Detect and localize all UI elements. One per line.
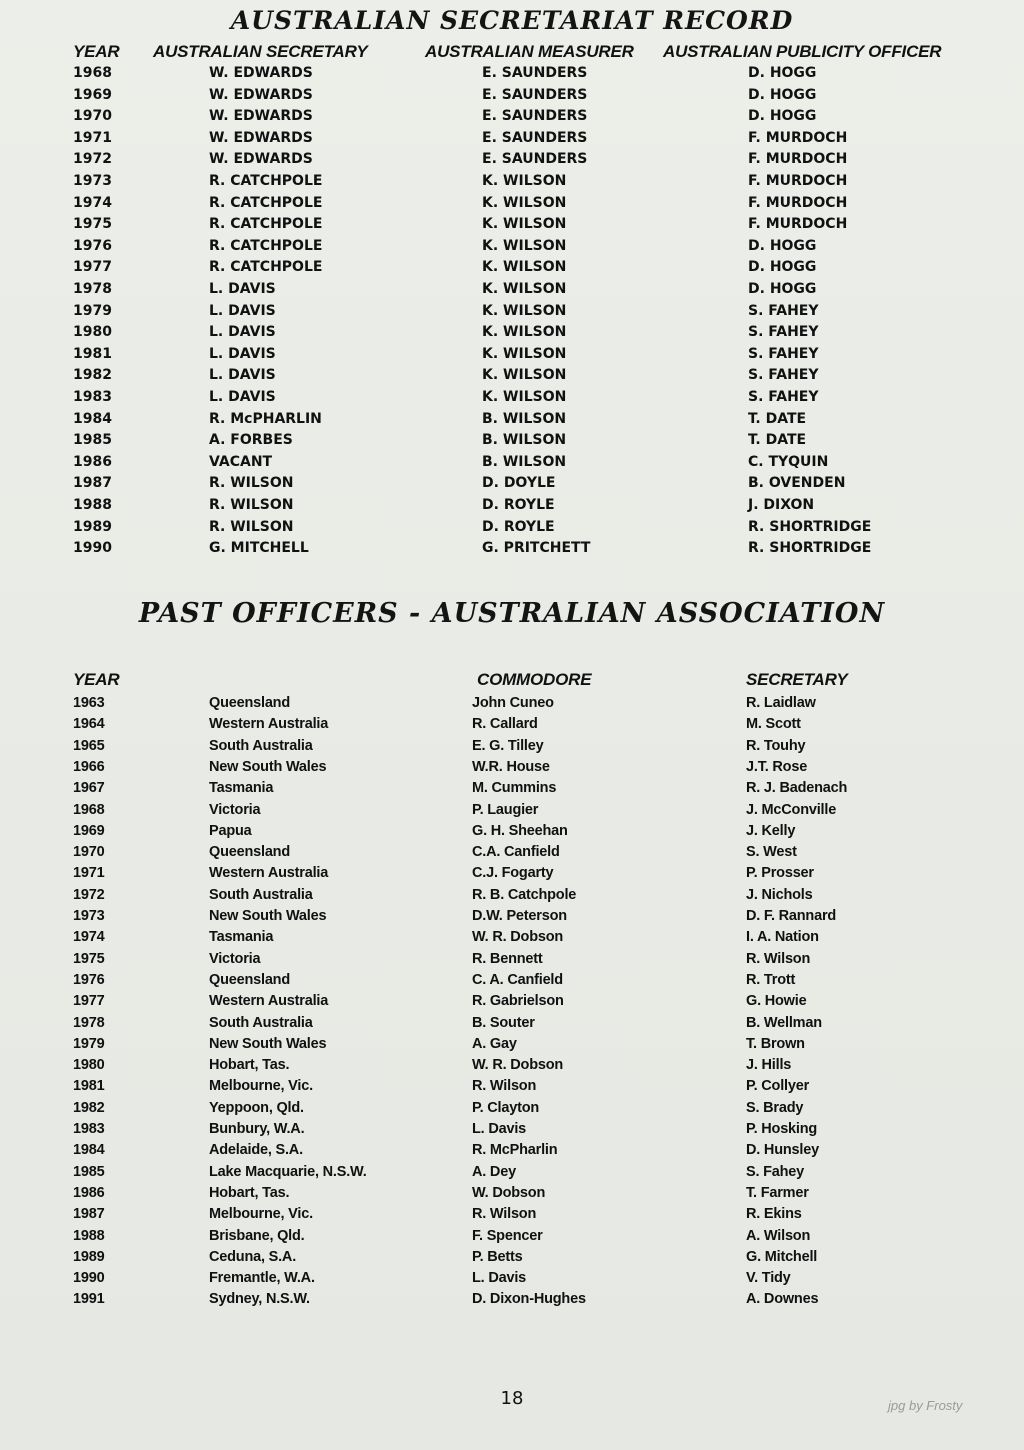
secretary-cell: W. EDWARDS (209, 129, 313, 146)
year-cell: 1977 (73, 259, 112, 276)
location-cell: South Australia (209, 1014, 313, 1031)
year-cell: 1980 (73, 1057, 105, 1074)
year-cell: 1983 (73, 1121, 105, 1137)
location-cell: Melbourne, Vic. (209, 1078, 313, 1095)
secretary-cell: L. DAVIS (209, 389, 276, 405)
secretary-cell: A. Downes (746, 1291, 819, 1308)
year-cell: 1968 (73, 801, 105, 818)
location-cell: New South Wales (209, 908, 327, 924)
commodore-cell: R. Bennett (472, 950, 543, 967)
secretary-cell: B. Wellman (746, 1014, 822, 1031)
measurer-cell: K. WILSON (482, 259, 567, 276)
secretary-cell: L. DAVIS (209, 302, 276, 319)
commodore-cell: A. Gay (472, 1035, 517, 1052)
secretary-cell: VACANT (209, 453, 273, 470)
measurer-cell: K. WILSON (482, 345, 567, 362)
measurer-cell: E. SAUNDERS (482, 151, 588, 168)
year-cell: 1963 (73, 695, 105, 711)
measurer-cell: K. WILSON (482, 173, 567, 189)
year-cell: 1982 (73, 1099, 105, 1116)
past-officers-row (0, 1162, 1024, 1183)
past-officers-header-commodore: COMMODORE (477, 670, 592, 689)
publicity-officer-cell: D. HOGG (748, 237, 817, 254)
secretary-cell: S. Brady (746, 1099, 804, 1116)
location-cell: Sydney, N.S.W. (209, 1291, 310, 1308)
commodore-cell: R. McPharlin (472, 1142, 558, 1159)
past-officers-row (0, 821, 1024, 842)
past-officers-row (0, 1119, 1024, 1140)
secretariat-row (0, 85, 1024, 106)
secretary-cell: R. Ekins (746, 1206, 802, 1223)
secretariat-row (0, 387, 1024, 408)
secretary-cell: J.T. Rose (746, 758, 808, 775)
year-cell: 1989 (73, 518, 112, 535)
location-cell: Western Australia (209, 993, 329, 1010)
year-cell: 1964 (73, 716, 105, 733)
publicity-officer-cell: F. MURDOCH (748, 151, 848, 168)
secretariat-row (0, 473, 1024, 494)
year-cell: 1970 (73, 108, 112, 125)
commodore-cell: B. Souter (472, 1014, 535, 1031)
secretary-cell: G. Howie (746, 993, 807, 1010)
commodore-cell: W.R. House (472, 758, 550, 775)
past-officers-row (0, 1289, 1024, 1310)
commodore-cell: G. H. Sheehan (472, 822, 568, 839)
past-officers-row (0, 1055, 1024, 1076)
year-cell: 1976 (73, 971, 105, 988)
secretary-cell: J. Hills (746, 1057, 792, 1074)
commodore-cell: R. Gabrielson (472, 993, 564, 1010)
past-officers-row (0, 778, 1024, 799)
measurer-cell: D. ROYLE (482, 518, 555, 535)
location-cell: Adelaide, S.A. (209, 1142, 303, 1159)
secretary-cell: I. A. Nation (746, 929, 819, 946)
measurer-cell: K. WILSON (482, 216, 567, 233)
secretary-cell: J. Kelly (746, 822, 796, 839)
secretary-cell: W. EDWARDS (209, 108, 313, 125)
secretary-cell: R. CATCHPOLE (209, 173, 323, 189)
secretary-cell: R. CATCHPOLE (209, 216, 323, 233)
year-cell: 1985 (73, 432, 112, 449)
secretary-cell: S. Fahey (746, 1163, 805, 1180)
year-cell: 1990 (73, 540, 112, 557)
year-cell: 1973 (73, 173, 112, 189)
year-cell: 1987 (73, 475, 112, 492)
year-cell: 1984 (73, 410, 112, 427)
measurer-cell: K. WILSON (482, 389, 567, 405)
year-cell: 1981 (73, 1078, 105, 1095)
location-cell: Queensland (209, 695, 290, 711)
past-officers-row (0, 970, 1024, 991)
location-cell: Yeppoon, Qld. (209, 1099, 304, 1116)
secretariat-row (0, 517, 1024, 538)
past-officers-row (0, 693, 1024, 714)
past-officers-row (0, 714, 1024, 735)
location-cell: South Australia (209, 886, 313, 903)
publicity-officer-cell: S. FAHEY (748, 389, 819, 405)
secretariat-row (0, 301, 1024, 322)
year-cell: 1985 (73, 1163, 105, 1180)
secretary-cell: J. McConville (746, 801, 837, 818)
secretariat-row (0, 495, 1024, 516)
location-cell: Brisbane, Qld. (209, 1227, 305, 1244)
secretary-cell: L. DAVIS (209, 281, 276, 297)
measurer-cell: D. DOYLE (482, 475, 556, 492)
location-cell: South Australia (209, 737, 313, 754)
location-cell: New South Wales (209, 758, 327, 775)
measurer-cell: E. SAUNDERS (482, 129, 588, 146)
commodore-cell: W. Dobson (472, 1184, 546, 1201)
location-cell: Queensland (209, 844, 290, 861)
year-cell: 1984 (73, 1142, 105, 1159)
commodore-cell: C. A. Canfield (472, 971, 563, 988)
publicity-officer-cell: F. MURDOCH (748, 216, 848, 233)
year-cell: 1982 (73, 367, 112, 384)
year-cell: 1978 (73, 1014, 105, 1031)
year-cell: 1983 (73, 389, 112, 405)
secretariat-row (0, 279, 1024, 300)
commodore-cell: R. Callard (472, 716, 538, 733)
past-officers-row (0, 863, 1024, 884)
location-cell: New South Wales (209, 1035, 327, 1052)
commodore-cell: R. Wilson (472, 1078, 537, 1095)
past-officers-row (0, 1140, 1024, 1161)
publicity-officer-cell: B. OVENDEN (748, 475, 846, 492)
secretary-cell: R. Wilson (746, 950, 811, 967)
secretary-cell: S. West (746, 844, 797, 861)
year-cell: 1969 (73, 86, 112, 103)
secretariat-row (0, 171, 1024, 192)
past-officers-row (0, 906, 1024, 927)
measurer-cell: E. SAUNDERS (482, 86, 588, 103)
location-cell: Hobart, Tas. (209, 1057, 290, 1074)
secretary-cell: V. Tidy (746, 1270, 791, 1287)
year-cell: 1976 (73, 237, 112, 254)
past-officers-row (0, 1034, 1024, 1055)
year-cell: 1986 (73, 1184, 105, 1201)
publicity-officer-cell: S. FAHEY (748, 302, 819, 319)
measurer-cell: K. WILSON (482, 367, 567, 384)
location-cell: Melbourne, Vic. (209, 1206, 313, 1223)
year-cell: 1975 (73, 950, 105, 967)
secretary-cell: R. Trott (746, 971, 796, 988)
past-officers-header-year: YEAR (73, 670, 120, 689)
location-cell: Queensland (209, 971, 290, 988)
year-cell: 1990 (73, 1270, 105, 1287)
year-cell: 1980 (73, 324, 112, 341)
secretariat-row (0, 452, 1024, 473)
secretariat-row (0, 365, 1024, 386)
past-officers-row (0, 800, 1024, 821)
commodore-cell: F. Spencer (472, 1227, 543, 1244)
secretary-cell: W. EDWARDS (209, 151, 313, 168)
secretariat-row (0, 236, 1024, 257)
location-cell: Western Australia (209, 716, 329, 733)
commodore-cell: John Cuneo (472, 695, 554, 711)
secretariat-row (0, 128, 1024, 149)
year-cell: 1988 (73, 1227, 105, 1244)
location-cell: Western Australia (209, 865, 329, 882)
secretary-cell: D. Hunsley (746, 1142, 819, 1159)
secretary-cell: R. WILSON (209, 518, 294, 535)
publicity-officer-cell: D. HOGG (748, 86, 817, 103)
measurer-cell: K. WILSON (482, 281, 567, 297)
year-cell: 1989 (73, 1248, 105, 1265)
location-cell: Hobart, Tas. (209, 1184, 290, 1201)
secretary-cell: J. Nichols (746, 886, 813, 903)
secretary-cell: P. Collyer (746, 1078, 810, 1095)
measurer-cell: K. WILSON (482, 324, 567, 341)
secretary-cell: R. CATCHPOLE (209, 259, 323, 276)
secretariat-row (0, 322, 1024, 343)
year-cell: 1991 (73, 1291, 105, 1308)
secretariat-header-secretary: AUSTRALIAN SECRETARY (153, 42, 368, 61)
commodore-cell: W. R. Dobson (472, 1057, 564, 1074)
measurer-cell: B. WILSON (482, 453, 567, 470)
year-cell: 1979 (73, 302, 112, 319)
secretary-cell: R. CATCHPOLE (209, 194, 323, 211)
location-cell: Tasmania (209, 929, 274, 946)
past-officers-row (0, 1268, 1024, 1289)
year-cell: 1972 (73, 151, 112, 168)
past-officers-row (0, 736, 1024, 757)
commodore-cell: A. Dey (472, 1163, 516, 1180)
year-cell: 1981 (73, 345, 112, 362)
year-cell: 1970 (73, 844, 105, 861)
commodore-cell: M. Cummins (472, 780, 557, 797)
commodore-cell: P. Betts (472, 1248, 523, 1265)
year-cell: 1972 (73, 886, 105, 903)
past-officers-row (0, 1226, 1024, 1247)
secretary-cell: R. Laidlaw (746, 695, 816, 711)
secretary-cell: G. Mitchell (746, 1248, 818, 1265)
location-cell: Lake Macquarie, N.S.W. (209, 1163, 367, 1180)
past-officers-row (0, 1204, 1024, 1225)
commodore-cell: C.A. Canfield (472, 844, 560, 861)
commodore-cell: W. R. Dobson (472, 929, 564, 946)
secretary-cell: D. F. Rannard (746, 908, 837, 924)
past-officers-row (0, 1183, 1024, 1204)
secretariat-header-measurer: AUSTRALIAN MEASURER (425, 42, 634, 61)
location-cell: Victoria (209, 801, 261, 818)
secretary-cell: W. EDWARDS (209, 86, 313, 103)
secretary-cell: A. FORBES (209, 432, 293, 449)
measurer-cell: K. WILSON (482, 302, 567, 319)
secretariat-row (0, 63, 1024, 84)
publicity-officer-cell: D. HOGG (748, 281, 817, 297)
page-number: 18 (500, 1388, 524, 1409)
year-cell: 1971 (73, 865, 105, 882)
measurer-cell: B. WILSON (482, 432, 567, 449)
year-cell: 1966 (73, 758, 105, 775)
location-cell: Fremantle, W.A. (209, 1270, 315, 1287)
secretary-cell: L. DAVIS (209, 324, 276, 341)
year-cell: 1965 (73, 737, 105, 754)
publicity-officer-cell: D. HOGG (748, 108, 817, 125)
secretary-cell: M. Scott (746, 716, 801, 733)
year-cell: 1973 (73, 908, 105, 924)
secretary-cell: P. Hosking (746, 1121, 818, 1137)
secretariat-row (0, 193, 1024, 214)
secretary-cell: R. CATCHPOLE (209, 237, 323, 254)
year-cell: 1971 (73, 129, 112, 146)
secretary-cell: R. Touhy (746, 737, 806, 754)
measurer-cell: E. SAUNDERS (482, 108, 588, 125)
secretariat-row (0, 214, 1024, 235)
year-cell: 1974 (73, 929, 105, 946)
location-cell: Bunbury, W.A. (209, 1121, 305, 1137)
commodore-cell: L. Davis (472, 1270, 527, 1287)
secretary-cell: P. Prosser (746, 865, 814, 882)
year-cell: 1969 (73, 822, 105, 839)
measurer-cell: B. WILSON (482, 410, 567, 427)
publicity-officer-cell: F. MURDOCH (748, 194, 848, 211)
past-officers-row (0, 991, 1024, 1012)
commodore-cell: P. Laugier (472, 801, 539, 818)
secretary-cell: R. McPHARLIN (209, 410, 322, 427)
year-cell: 1974 (73, 194, 112, 211)
secretary-cell: R. WILSON (209, 475, 294, 492)
secretary-cell: L. DAVIS (209, 367, 276, 384)
publicity-officer-cell: C. TYQUIN (748, 453, 829, 470)
publicity-officer-cell: S. FAHEY (748, 367, 819, 384)
publicity-officer-cell: D. HOGG (748, 65, 817, 81)
publicity-officer-cell: T. DATE (748, 432, 807, 449)
commodore-cell: R. B. Catchpole (472, 886, 577, 903)
secretariat-row (0, 430, 1024, 451)
year-cell: 1977 (73, 993, 105, 1010)
year-cell: 1978 (73, 281, 112, 297)
measurer-cell: K. WILSON (482, 194, 567, 211)
secretary-cell: L. DAVIS (209, 345, 276, 362)
past-officers-row (0, 885, 1024, 906)
year-cell: 1987 (73, 1206, 105, 1223)
commodore-cell: R. Wilson (472, 1206, 537, 1223)
publicity-officer-cell: S. FAHEY (748, 324, 819, 341)
publicity-officer-cell: S. FAHEY (748, 345, 819, 362)
location-cell: Papua (209, 822, 252, 839)
image-credit: jpg by Frosty (888, 1398, 963, 1413)
year-cell: 1967 (73, 780, 105, 797)
past-officers-row (0, 949, 1024, 970)
secretary-cell: W. EDWARDS (209, 65, 313, 81)
commodore-cell: P. Clayton (472, 1099, 540, 1116)
past-officers-row (0, 1076, 1024, 1097)
location-cell: Tasmania (209, 780, 274, 797)
publicity-officer-cell: J. DIXON (748, 497, 815, 513)
publicity-officer-cell: R. SHORTRIDGE (748, 540, 872, 557)
commodore-cell: L. Davis (472, 1121, 527, 1137)
commodore-cell: D.W. Peterson (472, 908, 567, 924)
secretary-cell: R. J. Badenach (746, 780, 848, 797)
publicity-officer-cell: D. HOGG (748, 259, 817, 276)
year-cell: 1968 (73, 65, 112, 81)
measurer-cell: K. WILSON (482, 237, 567, 254)
location-cell: Victoria (209, 950, 261, 967)
year-cell: 1988 (73, 497, 112, 513)
past-officers-row (0, 927, 1024, 948)
publicity-officer-cell: R. SHORTRIDGE (748, 518, 872, 535)
secretary-cell: T. Farmer (746, 1184, 809, 1201)
year-cell: 1979 (73, 1035, 105, 1052)
secretary-cell: R. WILSON (209, 497, 294, 513)
secretariat-row (0, 538, 1024, 559)
past-officers-title: PAST OFFICERS - AUSTRALIAN ASSOCIATION (138, 598, 886, 629)
secretariat-header-year: YEAR (73, 42, 120, 61)
past-officers-row (0, 1098, 1024, 1119)
year-cell: 1986 (73, 453, 112, 470)
secretary-cell: T. Brown (746, 1035, 805, 1052)
publicity-officer-cell: T. DATE (748, 410, 807, 427)
past-officers-header-secretary: SECRETARY (746, 670, 848, 689)
publicity-officer-cell: F. MURDOCH (748, 173, 848, 189)
secretariat-row (0, 409, 1024, 430)
past-officers-row (0, 1013, 1024, 1034)
secretary-cell: G. MITCHELL (209, 540, 309, 557)
measurer-cell: E. SAUNDERS (482, 65, 588, 81)
publicity-officer-cell: F. MURDOCH (748, 129, 848, 146)
secretariat-header-publicity: AUSTRALIAN PUBLICITY OFFICER (663, 42, 942, 61)
secretariat-row (0, 106, 1024, 127)
commodore-cell: D. Dixon-Hughes (472, 1291, 586, 1308)
measurer-cell: D. ROYLE (482, 497, 555, 513)
past-officers-row (0, 1247, 1024, 1268)
secretariat-row (0, 257, 1024, 278)
secretariat-row (0, 344, 1024, 365)
commodore-cell: C.J. Fogarty (472, 865, 554, 882)
commodore-cell: E. G. Tilley (472, 737, 544, 754)
past-officers-row (0, 842, 1024, 863)
measurer-cell: G. PRITCHETT (482, 540, 591, 557)
secretariat-row (0, 149, 1024, 170)
secretariat-title: AUSTRALIAN SECRETARIAT RECORD (230, 6, 794, 35)
past-officers-row (0, 757, 1024, 778)
secretary-cell: A. Wilson (746, 1227, 811, 1244)
year-cell: 1975 (73, 216, 112, 233)
location-cell: Ceduna, S.A. (209, 1248, 297, 1265)
